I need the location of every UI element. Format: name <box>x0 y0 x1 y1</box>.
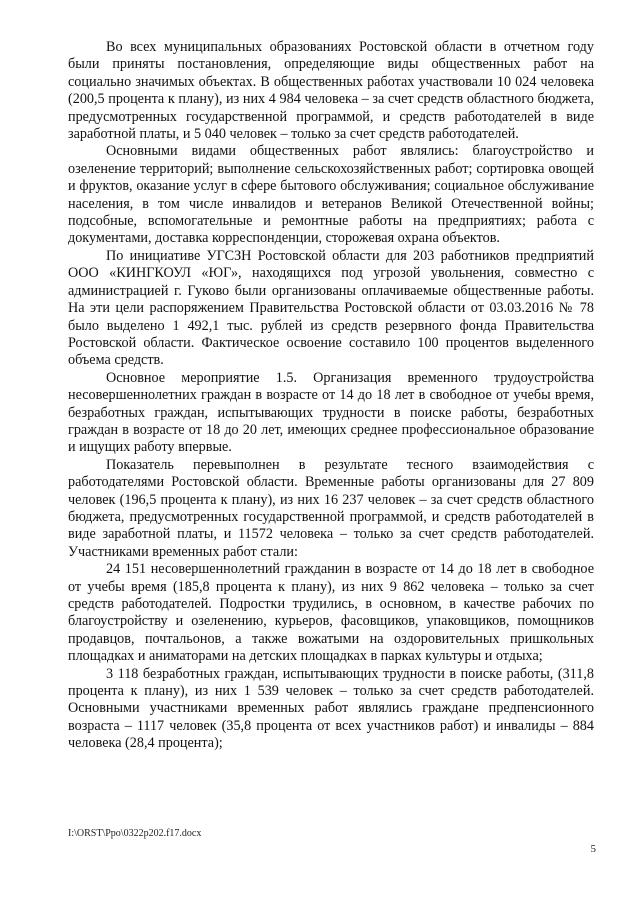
paragraph-minors: 24 151 несовершеннолетний гражданин в возрасте от 14 до 18 лет в свободное от учебы время (185,8 процента к плану), из них 9 862 человека – только за счет средств работодателей. Подростки трудились, в основном, в качестве рабочих по благоустройству и озеленению, курьеров, фасовщиков, упаковщиков, помощников продавцов, почтальонов, а также вожатыми на оздоровительных пришкольных площадках и аниматорами на детских площадках в парках культуры и отдыха; <box>68 561 594 665</box>
paragraph-public-works-summary: Во всех муниципальных образованиях Ростовской области в отчетном году были приняты постановления, определяющие виды общественных работ на социально значимых объектах. В общественных работах участвовали 10 024 человека (200,5 процента к плану), из них 4 984 человека – за счет средств областного бюджета, предусмотренных государственной программой, и средств работодателей в виде заработной платы, и 5 040 человек – только за счет средств работодателей. <box>68 39 594 143</box>
paragraph-activity-1-5: Основное мероприятие 1.5. Организация временного трудоустройства несовершеннолетних граждан в возрасте от 14 до 18 лет в свободное от учебы время, безработных граждан, испытывающих трудности в поиске работы, безработных граждан в возрасте от 18 до 20 лет, имеющих среднее профессиональное образование и ищущих работу впервые. <box>68 369 594 456</box>
page-number: 5 <box>590 843 596 855</box>
paragraph-temporary-works: Показатель перевыполнен в результате тесного взаимодействия с работодателями Ростовской области. Временные работы организованы для 27 809 человек (196,5 процента к плану), из них 16 237 человек – за счет средств областного бюджета, предусмотренных государственной программой, и средств работодателей в виде заработной платы, и 11572 человека – только за счет средств работодателей. Участниками временных работ стали: <box>68 456 594 560</box>
paragraph-gukovo-initiative: По инициативе УГСЗН Ростовской области для 203 работников предприятий ООО «КИНГКОУЛ «ЮГ», находящихся под угрозой увольнения, совместно с администрацией г. Гуково были организованы оплачиваемые общественные работы. На эти цели распоряжением Правительства Ростовской области от 03.03.2016 № 78 было выделено 1 492,1 тыс. рублей из средств резервного фонда Правительства Ростовской области. Фактическое освоение составило 100 процентов выделенного объема средств. <box>68 247 594 369</box>
document-body <box>68 39 594 753</box>
paragraph-public-works-types: Основными видами общественных работ являлись: благоустройство и озеленение территорий; выполнение сельскохозяйственных работ; сортировка овощей и фруктов, оказание услуг в сфере бытового обслуживания; социальное обслуживание населения, в том числе инвалидов и ветеранов Великой Отечественной войны; подсобные, вспомогательные и ремонтные работы на предприятиях; работа с документами, доставка корреспонденции, сторожевая охрана объектов. <box>68 143 594 247</box>
paragraph-unemployed: 3 118 безработных граждан, испытывающих трудности в поиске работы, (311,8 процента к плану), из них 1 539 человек – только за счет средств работодателей. Основными участниками временных работ являлись граждане предпенсионного возраста – 1117 человек (35,8 процента от всех участников работ) и инвалиды – 884 человека (28,4 процента); <box>68 665 594 752</box>
footer-file-path: I:\ORST\Ppo\0322p202.f17.docx <box>68 828 202 839</box>
